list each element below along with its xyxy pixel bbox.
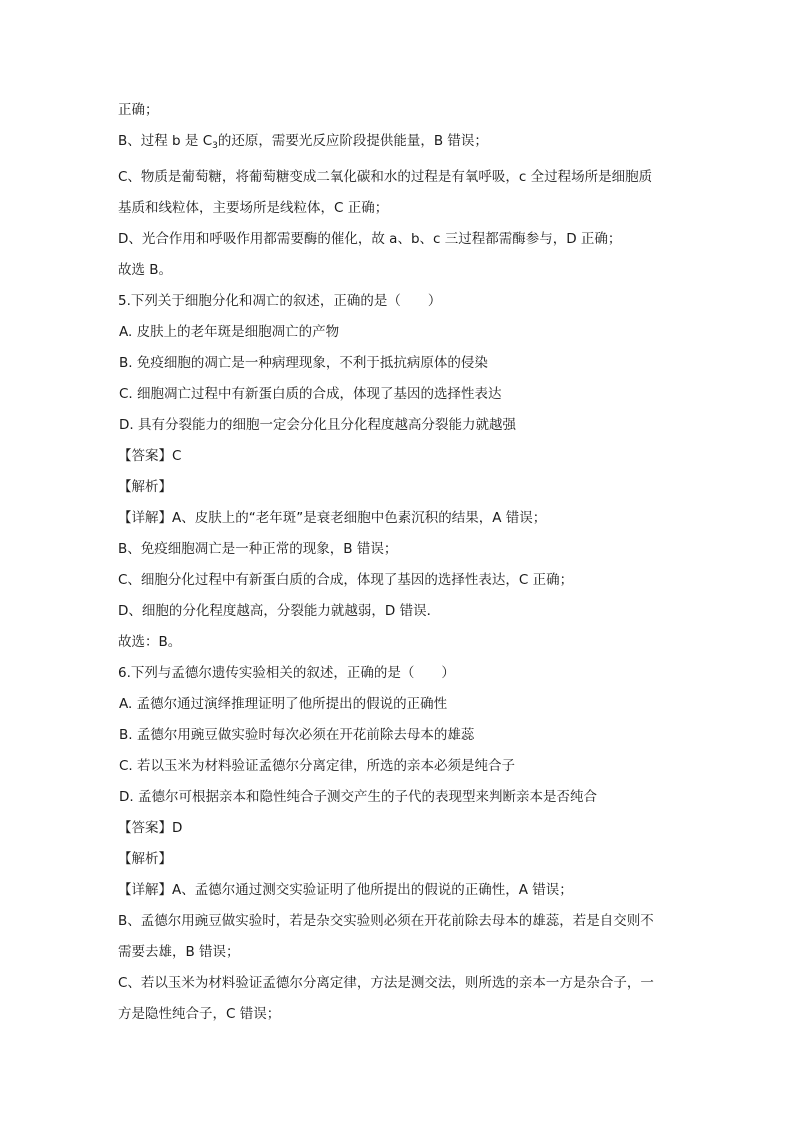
option-d: D. 具有分裂能力的细胞一定会分化且分化程度越高分裂能力就越强 (119, 417, 516, 433)
option-b: B. 孟德尔用豌豆做实验时每次必须在开花前除去母本的雄蕊 (119, 727, 475, 743)
text-line: 基质和线粒体，主要场所是线粒体，C 正确； (118, 200, 389, 216)
question-stem: 5.下列关于细胞分化和凋亡的叙述，正确的是（ ） (118, 293, 442, 309)
text-line: C、若以玉米为材料验证孟德尔分离定律，方法是测交法，则所选的亲本一方是杂合子，一 (118, 975, 654, 991)
text-line: D、细胞的分化程度越高，分裂能力就越弱，D 错误． (118, 603, 441, 619)
option-a: A. 皮肤上的老年斑是细胞凋亡的产物 (119, 324, 340, 340)
text-line: 需要去雄，B 错误； (118, 944, 240, 960)
text-line: 【详解】A、皮肤上的“老年斑”是衰老细胞中色素沉积的结果，A 错误； (118, 510, 547, 526)
conclusion-line: 故选：B。 (118, 634, 182, 650)
answer-line: 【答案】C (118, 448, 182, 464)
subscript: 3 (212, 141, 218, 151)
text-line: D、光合作用和呼吸作用都需要酶的催化，故 a、b、c 三过程都需酶参与，D 正确； (118, 231, 622, 247)
question-stem: 6.下列与孟德尔遗传实验相关的叙述，正确的是（ ） (118, 665, 455, 681)
analysis-heading: 【解析】 (118, 479, 172, 495)
option-c: C. 细胞凋亡过程中有新蛋白质的合成，体现了基因的选择性表达 (119, 386, 502, 402)
text-segment: B、过程 b 是 C (118, 133, 213, 149)
option-a: A. 孟德尔通过演绎推理证明了他所提出的假说的正确性 (119, 696, 448, 712)
text-segment: 的还原，需要光反应阶段提供能量，B 错误； (217, 133, 488, 149)
option-c: C. 若以玉米为材料验证孟德尔分离定律，所选的亲本必须是纯合子 (119, 758, 516, 774)
text-line: 方是隐性纯合子，C 错误； (118, 1006, 281, 1022)
option-b: B. 免疫细胞的凋亡是一种病理现象，不利于抵抗病原体的侵染 (119, 355, 488, 371)
text-line: 正确； (118, 102, 159, 118)
text-line: C、物质是葡萄糖，将葡萄糖变成二氧化碳和水的过程是有氧呼吸，c 全过程场所是细胞质 (118, 169, 653, 185)
text-line (118, 132, 683, 155)
text-line: 【详解】A、孟德尔通过测交实验证明了他所提出的假说的正确性，A 错误； (118, 882, 573, 898)
answer-line: 【答案】D (118, 820, 183, 836)
option-d: D. 孟德尔可根据亲本和隐性纯合子测交产生的子代的表现型来判断亲本是否纯合 (119, 789, 597, 805)
text-line: B、孟德尔用豌豆做实验时，若是杂交实验则必须在开花前除去母本的雄蕊，若是自交则不 (118, 913, 654, 929)
text-line: C、细胞分化过程中有新蛋白质的合成，体现了基因的选择性表达，C 正确； (118, 572, 574, 588)
text-line: B、免疫细胞凋亡是一种正常的现象，B 错误； (118, 541, 398, 557)
document-body (118, 101, 683, 1036)
conclusion-line: 故选 B。 (118, 262, 173, 278)
analysis-heading: 【解析】 (118, 851, 172, 867)
